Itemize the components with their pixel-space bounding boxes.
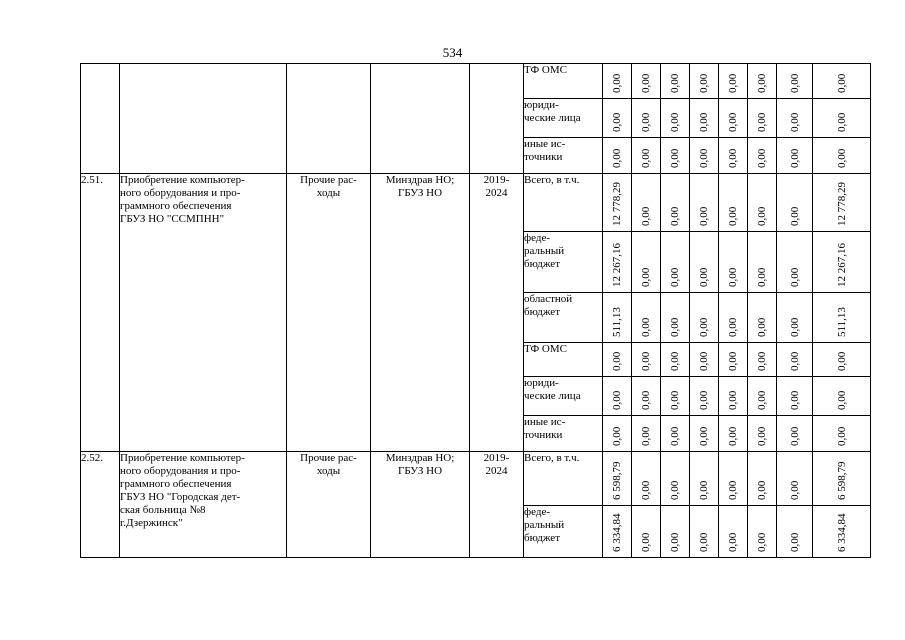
value-text: 0,00 <box>640 426 652 446</box>
value-cell <box>719 293 748 343</box>
value-cell <box>603 343 632 377</box>
value-cell <box>603 293 632 343</box>
value-cell <box>777 343 813 377</box>
value-text: 0,00 <box>640 480 652 500</box>
value-text: 0,00 <box>727 206 739 226</box>
value-cell <box>813 377 871 416</box>
value-text: 0,00 <box>756 390 768 410</box>
value-text: 0,00 <box>788 148 801 168</box>
item-number <box>81 64 120 174</box>
value-text: 12 267,16 <box>611 243 623 287</box>
value-text: 0,00 <box>756 73 768 93</box>
value-text: 6 598,79 <box>611 461 623 500</box>
value-text: 0,00 <box>611 351 623 371</box>
table-row <box>81 174 871 232</box>
value-text: 0,00 <box>669 267 681 287</box>
value-text: 0,00 <box>835 148 848 168</box>
value-cell <box>603 99 632 138</box>
value-cell <box>813 416 871 452</box>
value-cell <box>661 293 690 343</box>
value-cell <box>690 99 719 138</box>
value-text: 0,00 <box>669 351 681 371</box>
value-cell <box>813 64 871 99</box>
value-cell <box>690 377 719 416</box>
value-text: 0,00 <box>698 267 710 287</box>
value-cell <box>777 506 813 558</box>
value-cell <box>813 99 871 138</box>
executor <box>371 64 470 174</box>
value-cell <box>719 232 748 293</box>
value-text: 0,00 <box>698 426 710 446</box>
value-cell <box>603 452 632 506</box>
value-text: 0,00 <box>756 351 768 371</box>
value-cell <box>748 377 777 416</box>
value-cell <box>632 64 661 99</box>
value-cell <box>748 416 777 452</box>
value-text: 0,00 <box>611 73 623 93</box>
period <box>470 64 524 174</box>
value-text: 0,00 <box>727 317 739 337</box>
value-cell <box>813 174 871 232</box>
value-text: 0,00 <box>698 148 710 168</box>
funding-source: юриди- ческие лица <box>524 99 603 138</box>
value-cell <box>690 452 719 506</box>
value-text: 0,00 <box>788 351 801 371</box>
value-cell <box>661 343 690 377</box>
value-cell <box>632 174 661 232</box>
value-cell <box>632 377 661 416</box>
value-cell <box>813 232 871 293</box>
value-text: 0,00 <box>727 112 739 132</box>
value-text: 0,00 <box>788 73 801 93</box>
value-cell <box>603 174 632 232</box>
item-number: 2.52. <box>81 452 120 558</box>
value-cell <box>777 64 813 99</box>
value-cell <box>748 293 777 343</box>
value-text: 511,13 <box>835 307 848 337</box>
value-text: 0,00 <box>640 148 652 168</box>
value-cell <box>748 343 777 377</box>
value-text: 0,00 <box>698 112 710 132</box>
value-cell <box>748 232 777 293</box>
value-cell <box>632 506 661 558</box>
value-text: 0,00 <box>788 112 801 132</box>
value-text: 0,00 <box>669 317 681 337</box>
value-text: 0,00 <box>756 206 768 226</box>
value-text: 0,00 <box>727 73 739 93</box>
value-text: 0,00 <box>611 112 623 132</box>
value-text: 0,00 <box>788 390 801 410</box>
budget-table <box>80 63 871 558</box>
value-cell <box>777 174 813 232</box>
funding-source: ТФ ОМС <box>524 64 603 99</box>
value-cell <box>777 138 813 174</box>
value-cell <box>603 232 632 293</box>
item-name: Приобретение компьютер- ного оборудования и про- граммного обеспечения ГБУЗ НО "ССМПНН" <box>120 174 287 452</box>
value-cell <box>719 64 748 99</box>
value-cell <box>719 506 748 558</box>
value-text: 12 267,16 <box>835 243 848 287</box>
value-text: 0,00 <box>756 148 768 168</box>
value-cell <box>777 452 813 506</box>
value-text: 0,00 <box>669 73 681 93</box>
value-cell <box>632 452 661 506</box>
value-text: 0,00 <box>727 351 739 371</box>
table-row <box>81 452 871 506</box>
value-cell <box>813 343 871 377</box>
value-cell <box>748 452 777 506</box>
value-cell <box>748 506 777 558</box>
value-cell <box>632 416 661 452</box>
value-text: 0,00 <box>835 426 848 446</box>
value-text: 0,00 <box>669 532 681 552</box>
value-cell <box>777 99 813 138</box>
value-cell <box>813 138 871 174</box>
value-cell <box>661 174 690 232</box>
funding-source: областной бюджет <box>524 293 603 343</box>
value-text: 0,00 <box>640 267 652 287</box>
expense-type: Прочие рас- ходы <box>287 452 371 558</box>
value-text: 0,00 <box>669 426 681 446</box>
value-text: 0,00 <box>727 426 739 446</box>
value-text: 0,00 <box>698 351 710 371</box>
value-text: 0,00 <box>788 206 801 226</box>
value-text: 0,00 <box>698 206 710 226</box>
value-text: 0,00 <box>669 206 681 226</box>
funding-source: ТФ ОМС <box>524 343 603 377</box>
value-cell <box>690 293 719 343</box>
value-text: 0,00 <box>669 112 681 132</box>
value-text: 0,00 <box>788 532 801 552</box>
period: 2019- 2024 <box>470 452 524 558</box>
value-cell <box>603 377 632 416</box>
value-cell <box>690 174 719 232</box>
period: 2019- 2024 <box>470 174 524 452</box>
expense-type: Прочие рас- ходы <box>287 174 371 452</box>
value-cell <box>719 174 748 232</box>
value-text: 0,00 <box>756 480 768 500</box>
value-text: 0,00 <box>640 532 652 552</box>
value-text: 0,00 <box>640 112 652 132</box>
value-text: 0,00 <box>640 206 652 226</box>
funding-source: юриди- ческие лица <box>524 377 603 416</box>
value-cell <box>632 343 661 377</box>
value-cell <box>661 99 690 138</box>
value-text: 0,00 <box>611 390 623 410</box>
executor: Минздрав НО; ГБУЗ НО <box>371 452 470 558</box>
value-text: 0,00 <box>756 532 768 552</box>
value-text: 0,00 <box>835 351 848 371</box>
funding-source: Всего, в т.ч. <box>524 174 603 232</box>
value-cell <box>777 377 813 416</box>
value-cell <box>690 416 719 452</box>
page-number: 534 <box>442 45 463 60</box>
value-cell <box>690 232 719 293</box>
value-text: 0,00 <box>727 390 739 410</box>
value-text: 0,00 <box>698 480 710 500</box>
value-text: 511,13 <box>611 307 623 337</box>
value-text: 6 334,84 <box>611 513 623 552</box>
value-cell <box>777 232 813 293</box>
item-name: Приобретение компьютер- ного оборудования и про- граммного обеспечения ГБУЗ НО "Городская дет- ская больница №8 г.Дзержинск" <box>120 452 287 558</box>
value-cell <box>661 377 690 416</box>
value-cell <box>748 174 777 232</box>
executor: Минздрав НО; ГБУЗ НО <box>371 174 470 452</box>
value-cell <box>632 99 661 138</box>
value-cell <box>719 377 748 416</box>
funding-source: иные ис- точники <box>524 416 603 452</box>
funding-source: иные ис- точники <box>524 138 603 174</box>
expense-type <box>287 64 371 174</box>
value-cell <box>690 506 719 558</box>
value-cell <box>813 452 871 506</box>
value-text: 0,00 <box>640 317 652 337</box>
funding-source: феде- ральный бюджет <box>524 506 603 558</box>
item-number: 2.51. <box>81 174 120 452</box>
value-text: 0,00 <box>756 267 768 287</box>
value-cell <box>661 138 690 174</box>
value-text: 0,00 <box>698 390 710 410</box>
value-cell <box>777 416 813 452</box>
value-cell <box>813 293 871 343</box>
value-cell <box>813 506 871 558</box>
value-text: 6 334,84 <box>835 513 848 552</box>
table-row <box>81 64 871 99</box>
value-text: 0,00 <box>640 390 652 410</box>
value-text: 0,00 <box>640 351 652 371</box>
value-cell <box>690 138 719 174</box>
value-cell <box>777 293 813 343</box>
value-text: 0,00 <box>756 317 768 337</box>
value-cell <box>661 506 690 558</box>
value-text: 0,00 <box>727 480 739 500</box>
value-text: 0,00 <box>727 267 739 287</box>
value-cell <box>690 343 719 377</box>
value-text: 0,00 <box>611 148 623 168</box>
value-cell <box>690 64 719 99</box>
value-text: 0,00 <box>788 317 801 337</box>
item-name <box>120 64 287 174</box>
value-text: 0,00 <box>835 390 848 410</box>
value-text: 0,00 <box>756 426 768 446</box>
value-text: 12 778,29 <box>611 182 623 226</box>
value-text: 0,00 <box>698 73 710 93</box>
value-text: 0,00 <box>788 426 801 446</box>
value-cell <box>632 293 661 343</box>
value-cell <box>632 138 661 174</box>
value-cell <box>719 138 748 174</box>
value-text: 0,00 <box>727 148 739 168</box>
value-text: 0,00 <box>669 390 681 410</box>
value-text: 0,00 <box>611 426 623 446</box>
value-cell <box>719 99 748 138</box>
value-cell <box>603 416 632 452</box>
value-text: 0,00 <box>698 317 710 337</box>
value-cell <box>661 416 690 452</box>
value-text: 0,00 <box>835 112 848 132</box>
value-text: 0,00 <box>756 112 768 132</box>
value-text: 0,00 <box>669 148 681 168</box>
value-cell <box>661 64 690 99</box>
value-cell <box>719 452 748 506</box>
value-cell <box>661 232 690 293</box>
value-cell <box>748 64 777 99</box>
value-text: 0,00 <box>788 267 801 287</box>
value-text: 0,00 <box>835 73 848 93</box>
value-cell <box>661 452 690 506</box>
value-text: 0,00 <box>788 480 801 500</box>
value-text: 0,00 <box>640 73 652 93</box>
value-cell <box>632 232 661 293</box>
value-cell <box>603 138 632 174</box>
value-text: 0,00 <box>669 480 681 500</box>
value-text: 0,00 <box>698 532 710 552</box>
funding-source: Всего, в т.ч. <box>524 452 603 506</box>
value-cell <box>719 343 748 377</box>
value-cell <box>748 138 777 174</box>
value-cell <box>603 506 632 558</box>
value-text: 12 778,29 <box>835 182 848 226</box>
value-cell <box>748 99 777 138</box>
value-cell <box>719 416 748 452</box>
value-text: 0,00 <box>727 532 739 552</box>
value-text: 6 598,79 <box>835 461 848 500</box>
value-cell <box>603 64 632 99</box>
funding-source: феде- ральный бюджет <box>524 232 603 293</box>
